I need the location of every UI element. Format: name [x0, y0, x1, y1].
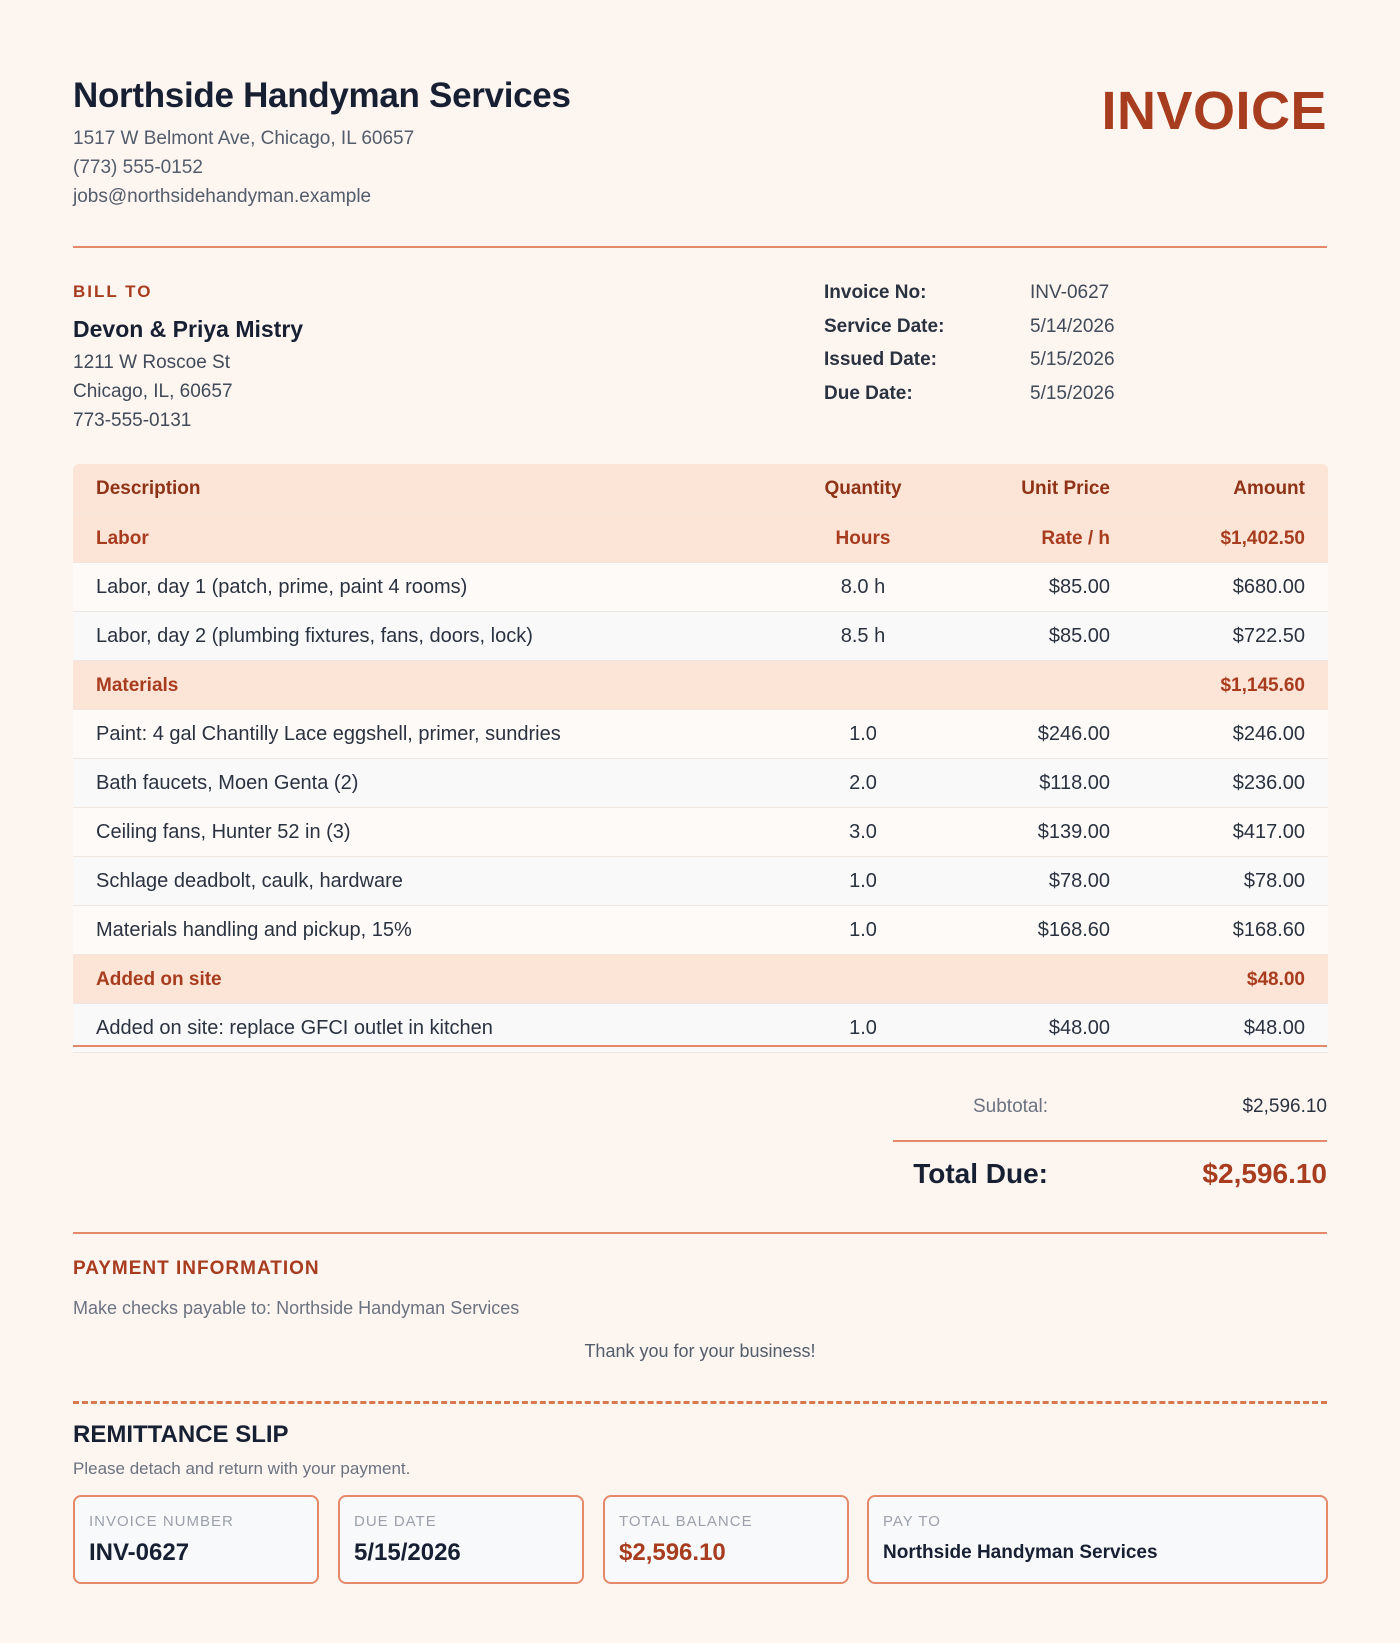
header-quantity: Quantity	[824, 478, 902, 499]
remit-box-total-balance	[603, 1495, 849, 1584]
row-amount: $722.50	[1232, 625, 1305, 647]
total-divider	[893, 1140, 1327, 1142]
row-description: Materials handling and pickup, 15%	[96, 919, 412, 941]
row-description: Ceiling fans, Hunter 52 in (3)	[96, 821, 351, 843]
total-due-label: Total Due:	[913, 1158, 1048, 1189]
row-amount: $417.00	[1232, 821, 1305, 843]
header-amount: Amount	[1233, 478, 1305, 499]
remit-box-label: DUE DATE	[354, 1513, 437, 1530]
table-divider	[73, 1045, 1327, 1047]
row-description: Labor, day 1 (patch, prime, paint 4 rooms)	[96, 576, 468, 598]
row-description: Labor	[96, 528, 149, 549]
row-amount: $1,145.60	[1220, 675, 1305, 696]
row-description: Materials	[96, 675, 179, 696]
meta-label: Invoice No:	[824, 282, 927, 303]
row-quantity: 1.0	[849, 870, 877, 892]
company-phone: (773) 555-0152	[73, 157, 203, 178]
meta-row-invoice-no	[824, 282, 1304, 316]
meta-value: 5/14/2026	[1030, 315, 1115, 337]
header-divider	[73, 246, 1327, 248]
row-unit-price: $78.00	[1048, 870, 1110, 892]
meta-label: Service Date:	[824, 315, 945, 337]
row-unit-price: $168.60	[1037, 919, 1110, 941]
remit-box-label: PAY TO	[883, 1513, 941, 1530]
table-header-row	[73, 464, 1328, 514]
table-row	[73, 710, 1328, 759]
row-amount: $680.00	[1232, 576, 1305, 598]
remittance-subtitle: Please detach and return with your payment.	[73, 1459, 411, 1478]
remit-box-value: Northside Handyman Services	[883, 1542, 1158, 1563]
payment-info-text: Make checks payable to: Northside Handyman Services	[73, 1298, 520, 1318]
invoice-title: INVOICE	[1101, 81, 1327, 141]
header-unit-price: Unit Price	[1021, 478, 1110, 499]
company-address: 1517 W Belmont Ave, Chicago, IL 60657	[73, 128, 415, 149]
row-amount: $78.00	[1243, 870, 1305, 892]
table-group-row	[73, 661, 1328, 710]
row-quantity: 1.0	[849, 919, 877, 941]
remit-box-pay-to	[867, 1495, 1328, 1584]
table-row	[73, 808, 1328, 857]
bill-to-street: 1211 W Roscoe St	[73, 352, 231, 373]
company-email: jobs@northsidehandyman.example	[73, 186, 372, 207]
row-unit-price: $85.00	[1048, 576, 1110, 598]
row-unit-price: $48.00	[1048, 1017, 1110, 1039]
payment-info-title: PAYMENT INFORMATION	[73, 1258, 320, 1279]
row-amount: $48.00	[1246, 969, 1305, 990]
bill-to-name: Devon & Priya Mistry	[73, 316, 304, 342]
row-description: Schlage deadbolt, caulk, hardware	[96, 870, 403, 892]
bill-to-phone: 773-555-0131	[73, 410, 192, 431]
payment-divider	[73, 1232, 1327, 1234]
table-body	[73, 514, 1328, 1053]
row-unit-price: $85.00	[1048, 625, 1110, 647]
row-unit-price: Rate / h	[1041, 528, 1110, 549]
thank-you-note: Thank you for your business!	[584, 1341, 816, 1361]
row-amount: $168.60	[1232, 919, 1305, 941]
company-name: Northside Handyman Services	[73, 76, 571, 115]
invoice-header	[73, 0, 1327, 259]
remit-box-label: INVOICE NUMBER	[89, 1513, 234, 1530]
remit-box-invoice-number	[73, 1495, 319, 1584]
remit-box-value: $2,596.10	[619, 1539, 726, 1566]
table-group-row	[73, 955, 1328, 1004]
row-quantity: 8.5 h	[840, 625, 886, 647]
meta-value: 5/15/2026	[1030, 382, 1115, 404]
table-group-row	[73, 514, 1328, 563]
subtotal-value: $2,596.10	[1242, 1096, 1327, 1117]
meta-label: Due Date:	[824, 382, 913, 404]
meta-row-issued-date	[824, 349, 1304, 383]
table-row	[73, 759, 1328, 808]
row-unit-price: $246.00	[1037, 723, 1110, 745]
row-amount: $48.00	[1243, 1017, 1305, 1039]
invoice-meta	[824, 282, 1304, 416]
table-row	[73, 612, 1328, 661]
row-quantity: Hours	[835, 528, 891, 549]
row-unit-price: $118.00	[1039, 772, 1110, 794]
row-quantity: 3.0	[849, 821, 877, 843]
row-quantity: 1.0	[849, 723, 877, 745]
table-row	[73, 906, 1328, 955]
meta-value: 5/15/2026	[1030, 349, 1115, 370]
bill-to-label: BILL TO	[73, 282, 153, 301]
row-description: Bath faucets, Moen Genta (2)	[96, 772, 359, 794]
row-quantity: 1.0	[849, 1017, 877, 1039]
meta-row-due-date	[824, 383, 1304, 417]
row-amount: $246.00	[1232, 723, 1305, 745]
total-due-value: $2,596.10	[1202, 1158, 1327, 1189]
row-description: Labor, day 2 (plumbing fixtures, fans, doors, lock)	[96, 625, 533, 647]
meta-value: INV-0627	[1030, 282, 1110, 303]
remit-box-value: INV-0627	[89, 1539, 190, 1566]
remit-box-value: 5/15/2026	[354, 1539, 461, 1566]
bill-to-city: Chicago, IL, 60657	[73, 381, 233, 402]
row-description: Paint: 4 gal Chantilly Lace eggshell, primer, sundries	[96, 723, 561, 745]
row-unit-price: $139.00	[1037, 821, 1110, 843]
table-row	[73, 563, 1328, 612]
table-row	[73, 857, 1328, 906]
row-quantity: 8.0 h	[840, 576, 886, 598]
header-description: Description	[96, 478, 201, 499]
row-amount: $1,402.50	[1220, 528, 1305, 549]
remittance-title: REMITTANCE SLIP	[73, 1421, 289, 1448]
subtotal-label: Subtotal:	[973, 1096, 1048, 1117]
detach-line	[73, 1401, 1327, 1404]
row-description: Added on site: replace GFCI outlet in kitchen	[96, 1017, 493, 1039]
row-description: Added on site	[96, 969, 222, 990]
remit-box-label: TOTAL BALANCE	[619, 1513, 753, 1530]
row-quantity: 2.0	[849, 772, 877, 794]
remit-box-due-date	[338, 1495, 584, 1584]
meta-row-service-date	[824, 316, 1304, 350]
line-items-table	[73, 464, 1328, 1053]
row-amount: $236.00	[1232, 772, 1305, 794]
meta-label: Issued Date:	[824, 349, 937, 370]
